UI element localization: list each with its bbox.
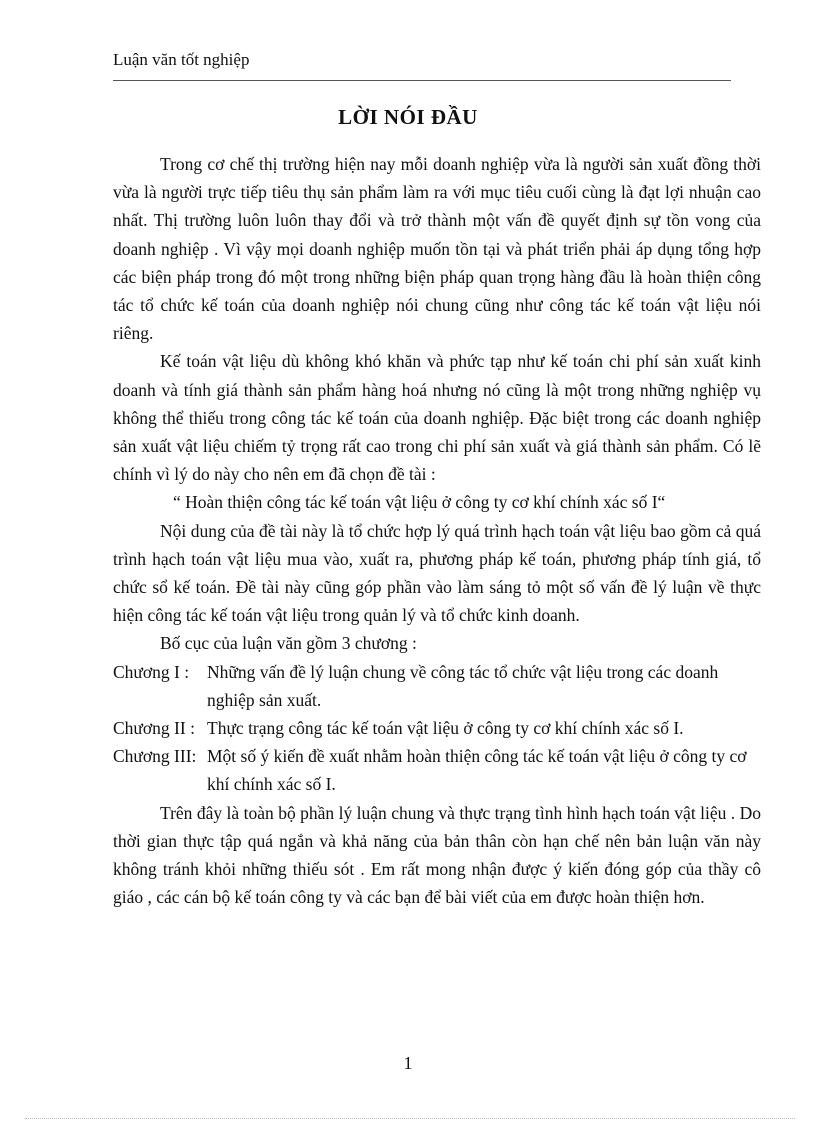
chapter-label: Chương II : xyxy=(113,718,195,739)
paragraph-content: Nội dung của đề tài này là tổ chức hợp lý quá trình hạch toán vật liệu bao gồm cả quá trình hạch toán vật liệu mua vào, xuất ra, phương pháp kế toán, phương pháp tính giá, tổ chức sổ kế toán. Đề tài này cũng góp phần vào làm sáng tỏ một số vấn đề lý luận về thực hiện công tác kế toán vật liệu trong quản lý và tổ chức kinh doanh. xyxy=(113,520,761,626)
chapter-item xyxy=(113,658,761,714)
chapter-item xyxy=(113,714,761,742)
header-divider xyxy=(113,80,731,81)
chapter-item xyxy=(113,742,761,798)
running-header: Luận văn tốt nghiệp xyxy=(113,50,250,69)
page-number: 1 xyxy=(403,1053,413,1073)
chapter-label: Chương I : xyxy=(113,661,190,682)
page-bottom-border xyxy=(25,1118,795,1119)
page-title: LỜI NÓI ĐẦU xyxy=(338,105,478,129)
chapter-description: Những vấn đề lý luận chung về công tác tổ chức vật liệu trong các doanh nghiệp sản xuất. xyxy=(207,661,719,710)
chapter-description: Thực trạng công tác kế toán vật liệu ở công ty cơ khí chính xác số I. xyxy=(207,718,684,739)
paragraph-intro: Trong cơ chế thị trường hiện nay mỗi doanh nghiệp vừa là người sản xuất đồng thời vừa là người trực tiếp tiêu thụ sản phẩm làm ra với mục tiêu cuối cùng là đạt lợi nhuận cao nhất. Thị trường luôn luôn thay đổi và trở thành một vấn đề quyết định sự tồn vong của doanh nghiệp . Vì vậy mọi doanh nghiệp muốn tồn tại và phát triển phải áp dụng tổng hợp các biện pháp trong đó một trong những biện pháp quan trọng hàng đầu là hoàn thiện công tác tổ chức kế toán của doanh nghiệp nói chung cũng như công tác kế toán vật liệu nói riêng. xyxy=(113,154,761,344)
paragraph-structure: Bố cục của luận văn gồm 3 chương : xyxy=(160,633,417,654)
chapter-label: Chương III: xyxy=(113,746,197,767)
paragraph-material-accounting: Kế toán vật liệu dù không khó khăn và phức tạp như kế toán chi phí sản xuất kinh doanh và tính giá thành sản phẩm hàng hoá nhưng nó cũng là một trong những nghiệp vụ không thể thiếu trong công tác kế toán của doanh nghiệp. Đặc biệt trong các doanh nghiệp sản xuất vật liệu chiếm tỷ trọng rất cao trong chi phí sản xuất và giá thành sản phẩm. Có lẽ chính vì lý do này cho nên em đã chọn đề tài : xyxy=(113,351,761,485)
thesis-topic-quote: “ Hoàn thiện công tác kế toán vật liệu ở công ty cơ khí chính xác số I“ xyxy=(173,492,666,513)
document-body xyxy=(113,150,761,911)
paragraph-closing: Trên đây là toàn bộ phần lý luận chung và thực trạng tình hình hạch toán vật liệu . Do thời gian thực tập quá ngắn và khả năng của bản thân còn hạn chế nên bản luận văn này không tránh khỏi những thiếu sót . Em rất mong nhận được ý kiến đóng góp của thầy cô giáo , các cán bộ kế toán công ty và các bạn để bài viết của em được hoàn thiện hơn. xyxy=(113,802,761,908)
chapter-description: Một số ý kiến đề xuất nhằm hoàn thiện công tác kế toán vật liệu ở công ty cơ khí chính xác số I. xyxy=(207,746,747,795)
